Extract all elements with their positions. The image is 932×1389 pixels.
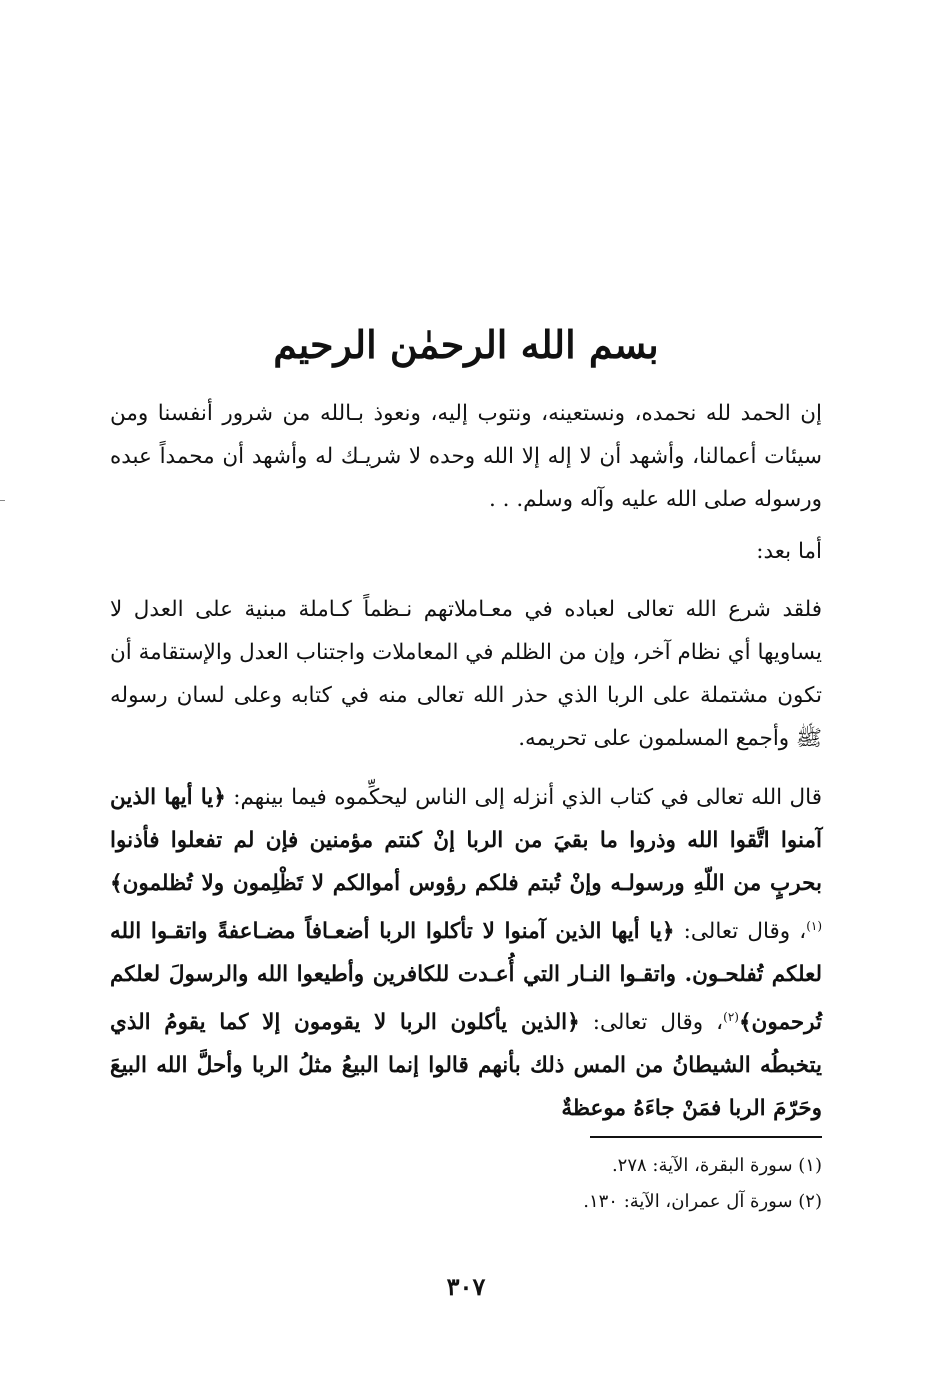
footnote-1: (١) سورة البقرة، الآية: ٢٧٨. bbox=[611, 1155, 822, 1176]
footnote-ref-1: (١) bbox=[806, 919, 823, 933]
footnotes bbox=[110, 1148, 822, 1220]
quran-citation-paragraph bbox=[110, 776, 822, 1130]
verse-1: ﴿يا أيها الذين آمنوا اتَّقوا الله وذروا ما بقيَ من الربا إنْ كنتم مؤمنين فإن لم تفعلوا فأذنوا بحربٍ من اللّهِ ورسولـه وإنْ تُبتم فلكم رؤوس أموالكم لا تَظْلِمون ولا تُظلمون﴾ bbox=[110, 785, 822, 896]
connector-2: ، وقال تعالى: bbox=[592, 1010, 724, 1036]
opening-paragraph: إن الحمد لله نحمده، ونستعينه، ونتوب إليه، ونعوذ بـالله من شرور أنفسنا ومن سيئات أعمالنا، وأشهد أن لا إله إلا الله وحده لا شريـك له وأشهد أن محمداً عبده ورسوله صلى الله عليه وآله وسلم. . . bbox=[110, 401, 822, 512]
verse-2: ﴿يا أيها الذين آمنوا لا تأكلوا الربا أضعـافاً مضـاعفةً واتقـوا الله لعلكم تُفلحـون. واتقـوا النـار التي أُعـدت للكافرين وأطيعوا الله والرسولَ لعلكم تُرحمون﴾ bbox=[110, 919, 823, 1036]
footnote-ref-2: (٢) bbox=[723, 1010, 739, 1025]
scan-mark bbox=[0, 500, 5, 501]
book-page bbox=[110, 0, 822, 1389]
basmala-heading: بسم الله الرحمٰن الرحيم bbox=[273, 322, 659, 367]
page-number: ٣٠٧ bbox=[446, 1272, 486, 1301]
transition-line: أما بعد: bbox=[756, 539, 822, 564]
verse-3: ﴿الذين يأكلون الربا لا يقومون إلا كما يقومُ الذي يتخبطُه الشيطانُ من المس ذلك بأنهم قالوا إنما البيعُ مثلُ الربا وأحلَّ الله البيعَ وحَرّمَ الربا فمَنْ جاءَهُ موعظةٌ bbox=[110, 1010, 822, 1122]
footnote-divider bbox=[590, 1136, 822, 1138]
connector-1: ، وقال تعالى: bbox=[683, 919, 807, 945]
introduction-paragraph: فلقد شرع الله تعالى لعباده في معـاملاتهم نـظماً كـاملة مبنية على العدل لا يساويها أي نظام آخر، وإن من الظلم في المعاملات واجتناب العدل والإستقامة أن تكون مشتملة على الربا الذي حذر الله تعالى منه في كتابه وعلى لسان رسوله ﷺ وأجمع المسلمون على تحريمه. bbox=[110, 597, 822, 751]
citation-intro: قال الله تعالى في كتاب الذي أنزله إلى الناس ليحكِّموه فيما بينهم: bbox=[233, 785, 822, 810]
footnote-2: (٢) سورة آل عمران، الآية: ١٣٠. bbox=[583, 1191, 822, 1212]
